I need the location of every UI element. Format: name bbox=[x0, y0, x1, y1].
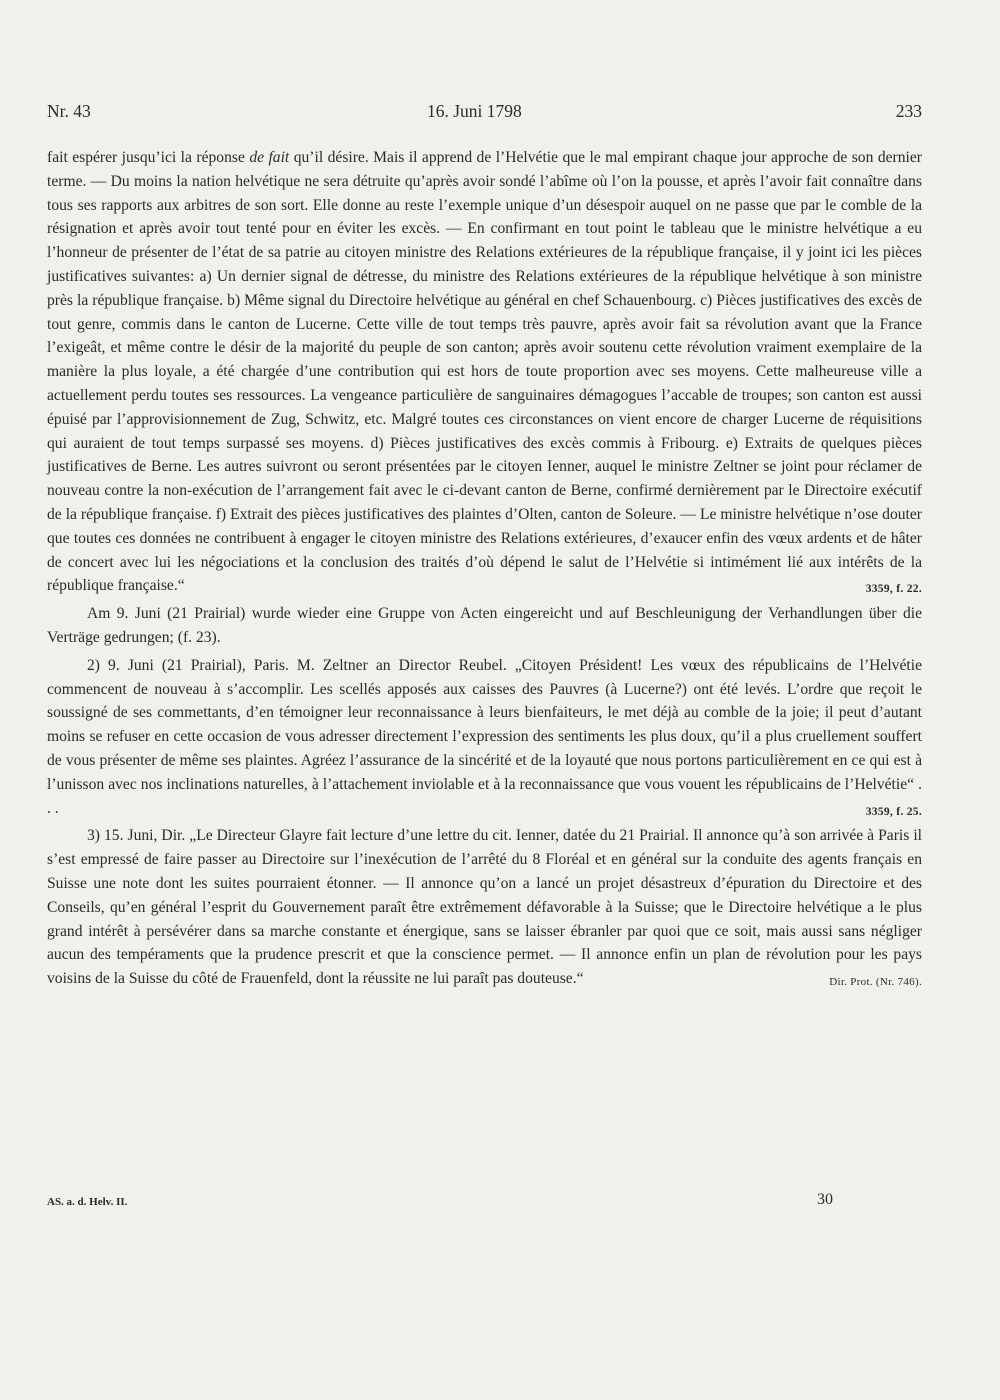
paragraph-3 bbox=[47, 654, 922, 821]
archive-reference: 3359, f. 22. bbox=[865, 583, 922, 596]
archive-reference: Dir. Prot. (Nr. 746). bbox=[829, 976, 922, 989]
paragraph-4-text: 3) 15. Juni, Dir. „Le Directeur Glayre fait lecture d’une lettre du cit. Ienner, datée du 21 Prairial. Il annonce qu’à son arrivée à Paris il s’est empressé de faire passer au Directoire sur l’inexécution de l’arrêté du 8 Floréal et en général sur la conduite des agents français en Suisse une note dont les suites pourraient étonner. — Il annonce qu’on a lancé un projet désastreux d’épuration du Directoire et des Conseils, qu’en général l’esprit du Gouvernement paraît être extrêmement défavorable à la Suisse; que le Directoire helvétique a le plus grand intérêt à persévérer dans sa marche constante et énergique, sans se laisser ébranler par quoi que ce soit, mais aussi sans négliger aucun des tempéraments que la prudence prescrit et que la conscience permet. — Il annonce enfin un plan de révolution pour les pays voisins de la Suisse du côté de Frauenfeld, dont la réussite ne lui paraît pas douteuse.“ bbox=[47, 827, 922, 988]
body-text bbox=[47, 146, 922, 995]
archive-reference: 3359, f. 25. bbox=[865, 805, 922, 818]
header-date: 16. Juni 1798 bbox=[427, 101, 522, 121]
page-number: 233 bbox=[895, 101, 922, 121]
signature-mark: 30 bbox=[817, 1191, 833, 1208]
paragraph-1 bbox=[47, 146, 922, 598]
page-header bbox=[47, 101, 922, 131]
paragraph-1-text-b: qu’il désire. Mais il apprend de l’Helvétie que le mal empirant chaque jour approche de son dernier terme. — Du moins la nation helvétique ne sera détruite qu’après avoir sondé l’abîme où l’on la pousse, et après l’avoir fait connaître dans tous ses rapports aux arbitres de son sort. Elle donne au reste l’exemple unique d’un désespoir auquel on ne passe que par le comble de la résignation et après avoir tout tenté pour en éviter les excès. — En confirmant en tout point le tableau que le ministre helvétique a eu l’honneur de présenter de l’état de sa patrie au citoyen ministre des Relations extérieures de la république française, il y joint ici les pièces justificatives suivantes: a) Un dernier signal de détresse, du ministre des Relations extérieures de la république helvétique à son ministre près la république française. b) Même signal du Directoire helvétique au général en chef Schauenbourg. c) Pièces justificatives des excès de tout genre, commis dans le canton de Lucerne. Cette ville de tout temps très pauvre, après avoir fait sa révolution avant que la France l’exigeât, et même contre le désir de la majorité du peuple de son canton; après avoir soutenu cette révolution vraiment exemplaire de la manière la plus loyale, a été chargée d’une contribution qui est hors de toute proportion avec ses moyens. Cette malheureuse ville a actuellement perdu toutes ses ressources. La vengeance particulière de sanguinaires démagogues l’accable de troupes; son canton est aussi épuisé par l’approvisionnement de Zug, Schwitz, etc. Malgré toutes ces circonstances on vient encore de charger Lucerne de réquisitions qui auraient de tout temps surpassé ses moyens. d) Pièces justificatives des excès commis à Fribourg. e) Extraits de quelques pièces justificatives de Berne. Les autres suivront ou seront présentées par le citoyen Ienner, auquel le ministre Zeltner se joint pour réclamer de nouveau contre la non-exécution de l’arrangement fait avec le ci-devant canton de Berne, confirmé dernièrement par le Directoire exécutif de la république française. f) Extrait des pièces justificatives des plaintes d’Olten, canton de Soleure. — Le ministre helvétique n’ose douter que toutes ces données ne contribuent à engager le citoyen ministre des Relations extérieures, d’exaucer enfin des vœux ardents et de hâter de concert avec lui les négociations et la conclusion des traités d’où dépend le salut de l’Helvétie si intimément lié aux intérêts de la république française.“ bbox=[47, 149, 922, 595]
footer-source: AS. a. d. Helv. II. bbox=[47, 1196, 128, 1208]
paragraph-2: Am 9. Juni (21 Prairial) wurde wieder eine Gruppe von Acten eingereicht und auf Beschleunigung der Verhandlungen über die Verträge gedrungen; (f. 23). bbox=[47, 605, 922, 646]
paragraph-1-text-a: fait espérer jusqu’ici la réponse bbox=[47, 149, 250, 166]
paragraph-3-text: 2) 9. Juni (21 Prairial), Paris. M. Zeltner an Director Reubel. „Citoyen Président! Les vœux des républicains de l’Helvétie commencent de nouveau à s’accomplir. Les scellés apposés aux caisses des Pauvres (à Lucerne?) ont été levés. L’ordre que reçoit le soussigné de ses commettants, d’en témoigner leur reconnaissance à leurs bienfaiteurs, le met déjà au comble de la joie; il peut d’autant moins se refuser en cette occasion de vous adresser directement l’expression des sentiments les plus doux, qu’il a plus cruellement souffert de vous présenter de même ses plaintes. Agréez l’assurance de la sincérité et de la loyauté que nous portons particulièrement en ce qui est à l’unisson avec nos inclinations naturelles, à l’attachement inviolable et à la reconnaissance que vous vouent les républicains de l’Helvétie“ . . . bbox=[47, 656, 922, 817]
document-number: Nr. 43 bbox=[47, 101, 91, 121]
italic-phrase: de fait bbox=[249, 149, 290, 166]
paragraph-4 bbox=[47, 824, 922, 991]
